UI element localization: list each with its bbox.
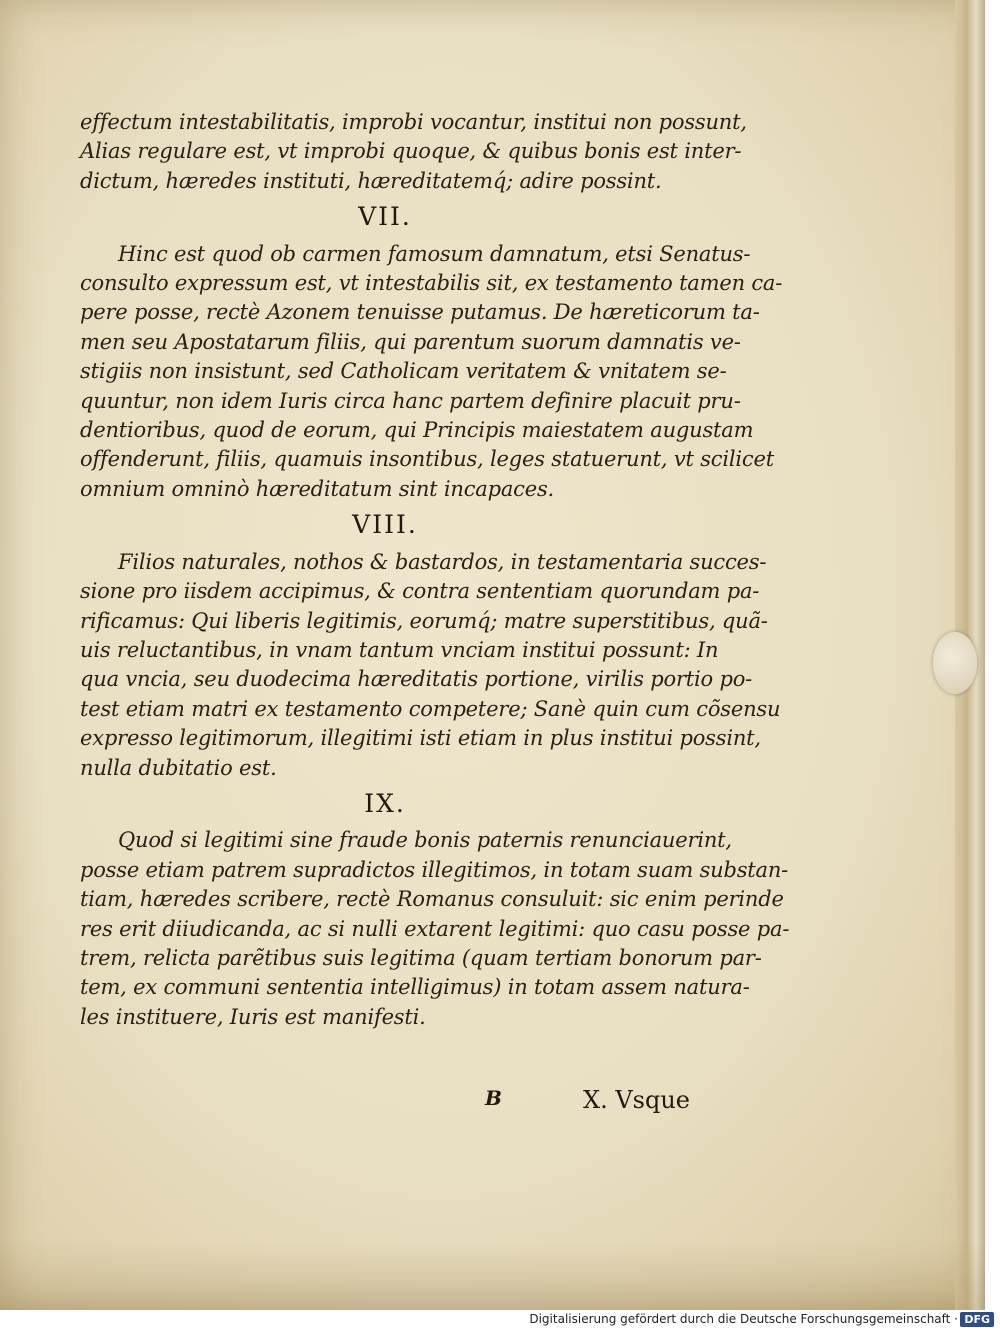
- text-line: rificamus: Qui liberis legitimis, eorumq́; matre superstitibus, quã-: [80, 608, 768, 633]
- paragraph: [80, 108, 747, 196]
- text-line: uis reluctantibus, in vnam tantum vnciam institui possunt: In: [80, 637, 719, 662]
- catchword: X. Vsque: [582, 1086, 690, 1114]
- text-line: offenderunt, filiis, quamuis insontibus, leges statuerunt, vt scilicet: [80, 447, 774, 472]
- text-line: dentioribus, quod de eorum, qui Principis maiestatem augustam: [80, 418, 754, 443]
- paragraph: [80, 826, 790, 1032]
- text-line: trem, relicta parẽtibus suis legitima (quam tertiam bonorum par-: [80, 945, 762, 970]
- text-line: Filios naturales, nothos & bastardos, in testamentaria succes-: [118, 549, 767, 574]
- text-line: res erit diiudicanda, ac si nulli extarent legitimi: quo casu posse pa-: [80, 916, 790, 941]
- section-heading: IX.: [364, 788, 406, 818]
- text-line: men seu Apostatarum filiis, qui parentum suorum damnatis ve-: [80, 329, 741, 354]
- text-line: quuntur, non idem Iuris circa hanc partem definire placuit pru-: [80, 388, 741, 413]
- text-line: sione pro iisdem accipimus, & contra sententiam quorundam pa-: [80, 579, 760, 604]
- text-line: effectum intestabilitatis, improbi vocantur, institui non possunt,: [80, 110, 747, 134]
- page-footer: [80, 1086, 690, 1120]
- section-heading: VIII.: [352, 510, 418, 540]
- text-line: qua vncia, seu duodecima hæreditatis portione, virilis portio po-: [80, 667, 753, 692]
- text-line: pere posse, rectè Azonem tenuisse putamus. De hæreticorum ta-: [80, 300, 760, 325]
- body-text: [80, 108, 790, 1032]
- dfg-logo: DFG: [960, 1312, 994, 1327]
- text-line: Alias regulare est, vt improbi quoque, & quibus bonis est inter-: [80, 139, 742, 164]
- text-line: consulto expressum est, vt intestabilis sit, ex testamento tamen ca-: [80, 271, 783, 296]
- text-line: posse etiam patrem supradictos illegitimos, in totam suam substan-: [80, 857, 789, 882]
- signature-mark: B: [485, 1086, 502, 1110]
- section-heading: VII.: [358, 202, 412, 232]
- text-line: Hinc est quod ob carmen famosum damnatum, etsi Senatus-: [118, 241, 751, 266]
- text-line: omnium omninò hæreditatum sint incapaces.: [80, 476, 555, 501]
- text-line: stigiis non insistunt, sed Catholicam veritatem & vnitatem se-: [80, 359, 727, 384]
- text-line: tiam, hæredes scribere, rectè Romanus consuluit: sic enim perinde: [80, 887, 784, 912]
- text-line: tem, ex communi sententia intelligimus) in totam assem natura-: [80, 975, 750, 1000]
- text-line: expresso legitimorum, illegitimi isti etiam in plus institui possint,: [80, 726, 761, 751]
- text-line: Quod si legitimi sine fraude bonis paternis renunciauerint,: [118, 828, 732, 853]
- paragraph: [80, 240, 783, 505]
- digitization-credit: Digitalisierung gefördert durch die Deutsche Forschungsgemeinschaft ·: [529, 1312, 958, 1326]
- paragraph: [80, 548, 781, 783]
- page-tab-marker: [933, 632, 977, 694]
- text-line: les instituere, Iuris est manifesti.: [80, 1004, 426, 1029]
- text-line: nulla dubitatio est.: [80, 755, 277, 780]
- text-line: test etiam matri ex testamento competere; Sanè quin cum cõsensu: [80, 696, 781, 721]
- page-bottom-shadow: [0, 1240, 985, 1310]
- text-line: dictum, hæredes instituti, hæreditatemq́; adire possint.: [80, 168, 662, 193]
